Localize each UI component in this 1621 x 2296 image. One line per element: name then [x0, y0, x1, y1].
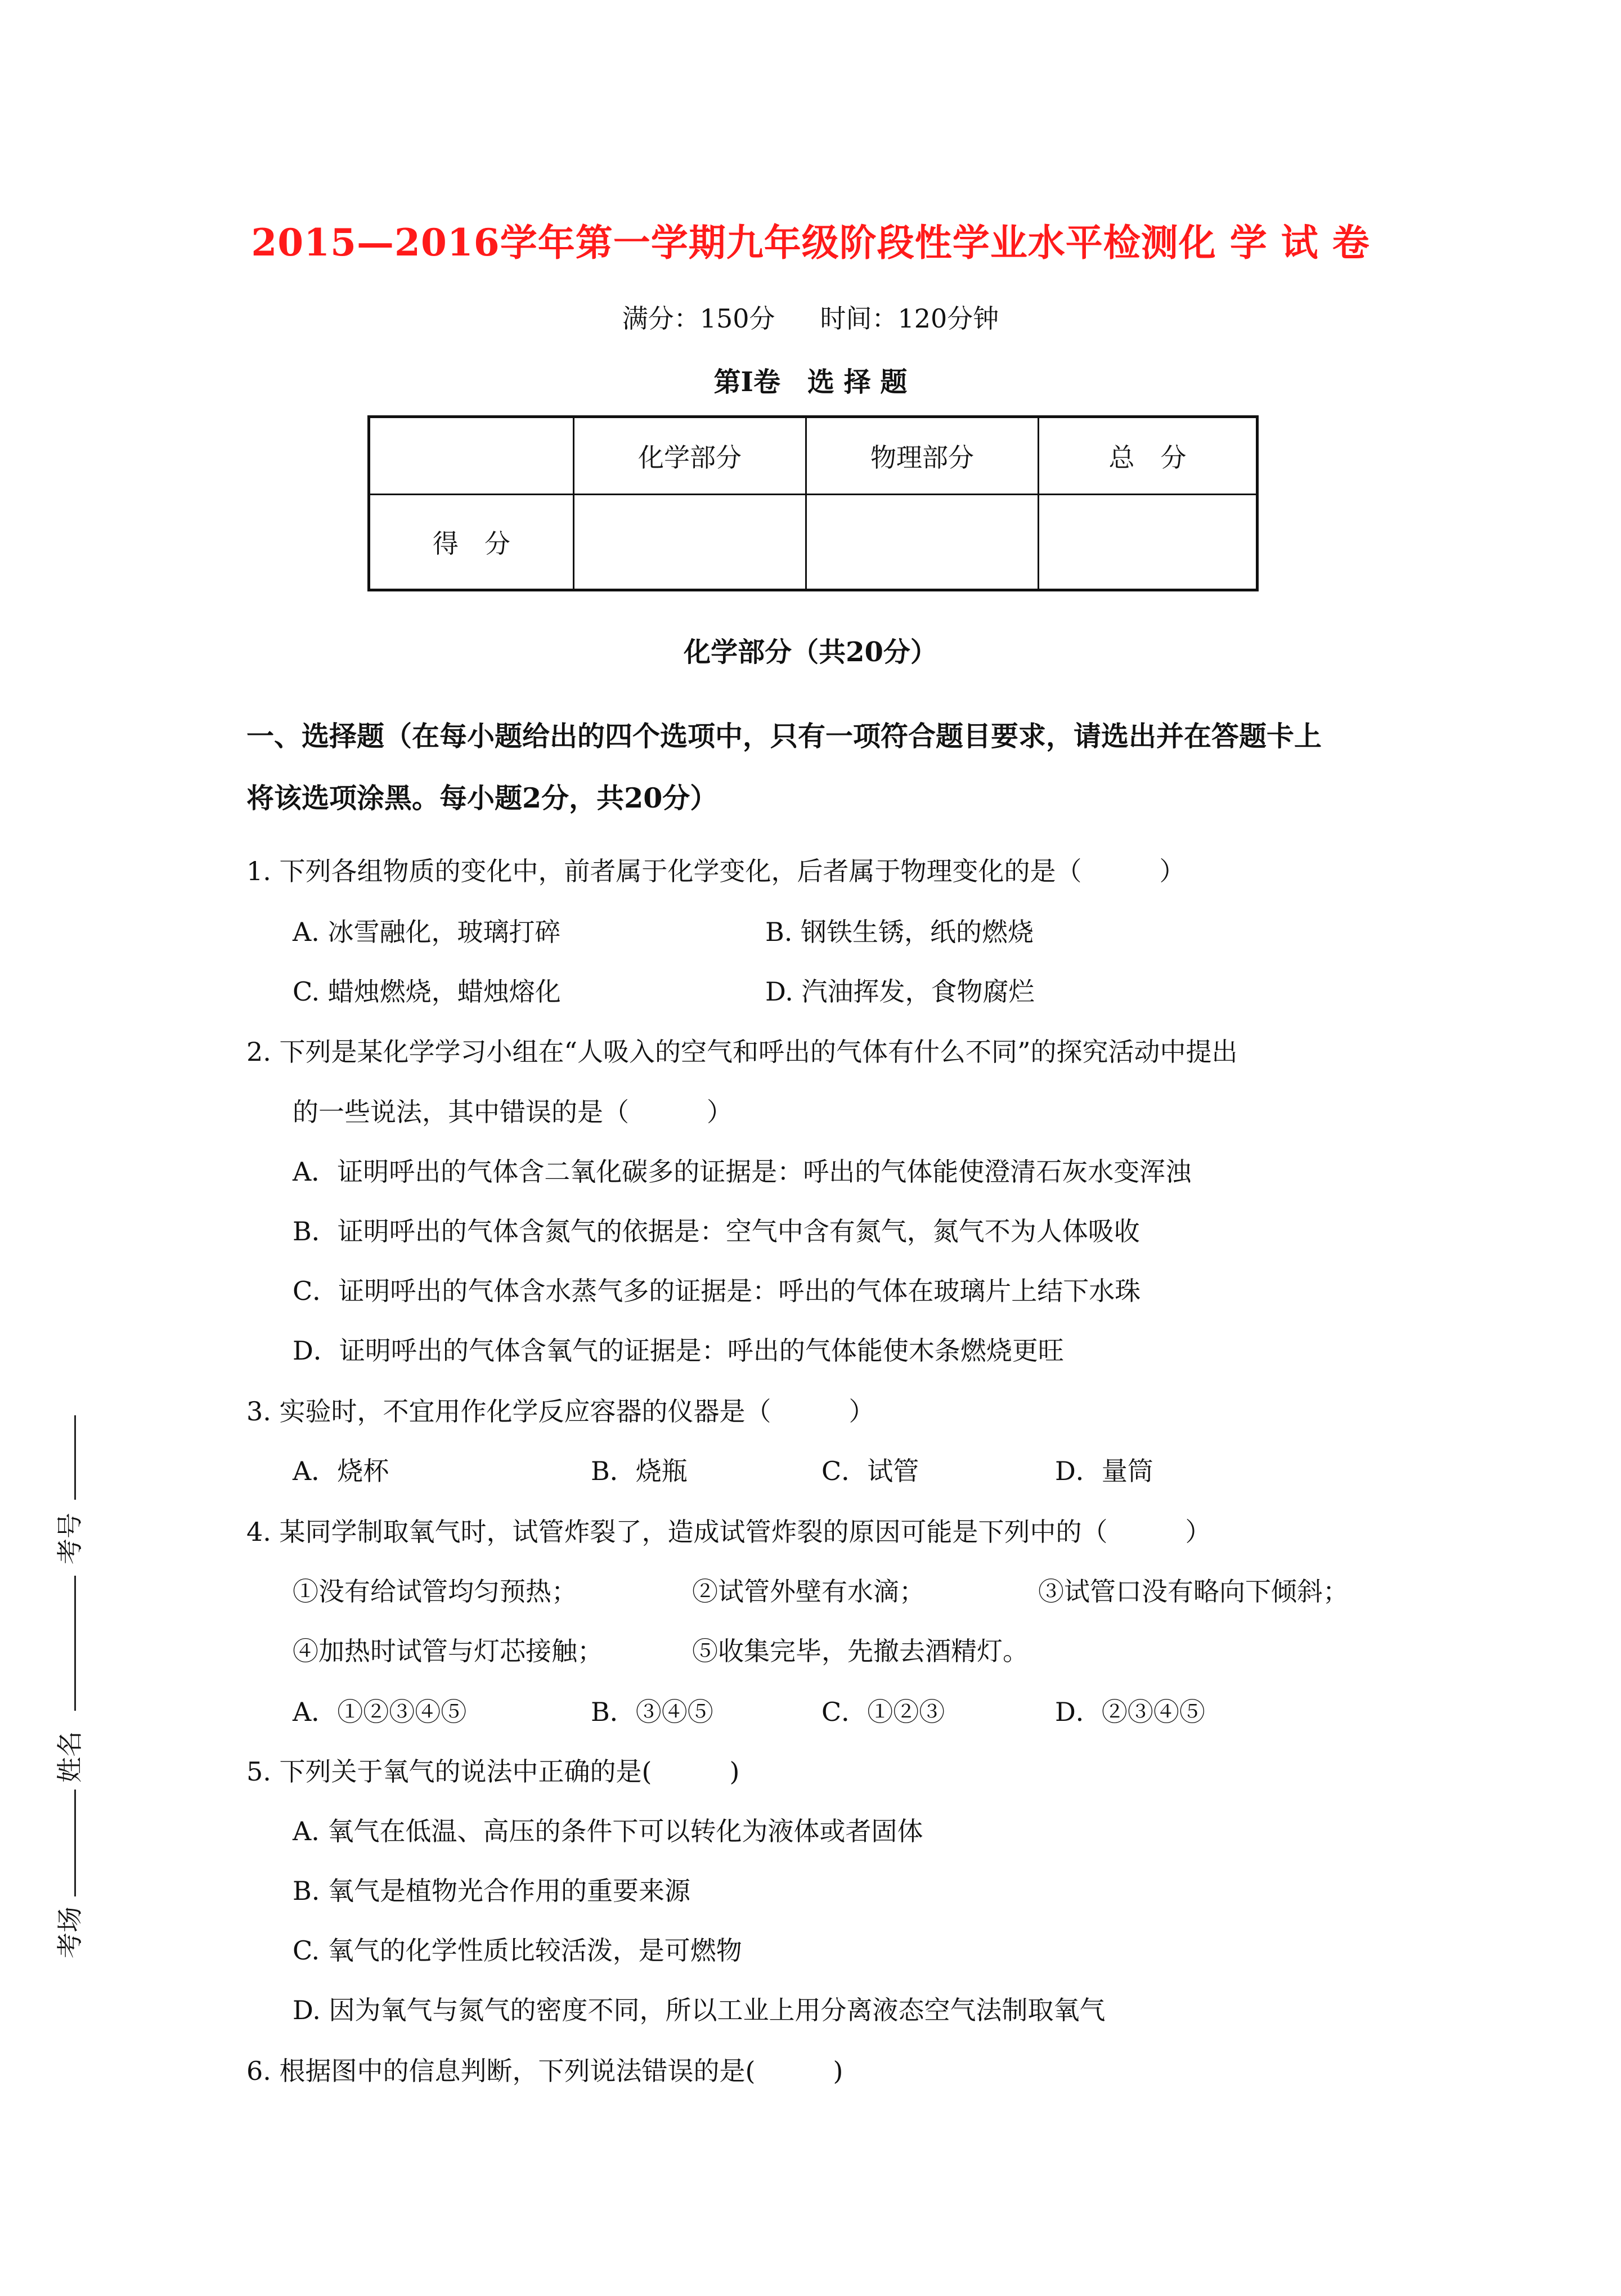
q5-stem: 5. 下列关于氧气的说法中正确的是( ) — [246, 1756, 740, 1787]
q2-option-c: C．证明呼出的气体含水蒸气多的证据是：呼出的气体在玻璃片上结下水珠 — [293, 1276, 1141, 1306]
q4-reason-5: ⑤收集完毕，先撤去酒精灯。 — [692, 1636, 1029, 1666]
volume-title: 第Ⅰ卷 选 择 题 — [713, 366, 908, 398]
q5-option-b: B. 氧气是植物光合作用的重要来源 — [293, 1876, 691, 1906]
q1-option-c: C. 蜡烛燃烧，蜡烛熔化 — [293, 976, 561, 1007]
q4-reason-3: ③试管口没有略向下倾斜； — [1038, 1576, 1349, 1607]
q4-reason-4: ④加热时试管与灯芯接触； — [293, 1636, 603, 1666]
q3-option-b: B．烧瓶 — [591, 1456, 688, 1486]
q2-option-d: D．证明呼出的气体含氧气的证据是：呼出的气体能使木条燃烧更旺 — [293, 1335, 1064, 1366]
q6-stem: 6. 根据图中的信息判断，下列说法错误的是( ) — [246, 2056, 843, 2086]
instruction-line-1: 一、选择题（在每小题给出的四个选项中，只有一项符合题目要求，请选出并在答题卡上 — [246, 720, 1322, 752]
q4-option-a: A．①②③④⑤ — [293, 1697, 467, 1727]
side-label-exam-number: 考号 — [55, 1513, 85, 1564]
q3-option-a: A．烧杯 — [293, 1456, 389, 1486]
exam-title: 2015—2016学年第一学期九年级阶段性学业水平检测化 学 试 卷 — [251, 221, 1370, 264]
exam-info — [0, 298, 1621, 335]
q1-stem: 1. 下列各组物质的变化中，前者属于化学变化，后者属于物理变化的是（ ） — [246, 856, 1186, 886]
score-cell-physics[interactable] — [806, 495, 1039, 590]
q2-option-a: A．证明呼出的气体含二氧化碳多的证据是：呼出的气体能使澄清石灰水变浑浊 — [293, 1156, 1192, 1187]
side-label-exam-room: 考场 — [55, 1907, 85, 1958]
score-table-corner — [369, 417, 574, 495]
q1-option-b: B. 钢铁生锈，纸的燃烧 — [765, 917, 1034, 947]
q5-option-d: D. 因为氧气与氮气的密度不同，所以工业上用分离液态空气法制取氧气 — [293, 1995, 1106, 2025]
score-row-label: 得 分 — [369, 495, 574, 590]
q4-option-c: C．①②③ — [821, 1697, 945, 1727]
q4-reason-2: ②试管外壁有水滴； — [692, 1576, 925, 1607]
q4-option-b: B．③④⑤ — [591, 1697, 713, 1727]
full-marks: 满分：150分 — [622, 303, 775, 334]
q5-option-a: A. 氧气在低温、高压的条件下可以转化为液体或者固体 — [293, 1816, 923, 1846]
q2-stem-line-1: 2. 下列是某化学学习小组在“人吸入的空气和呼出的气体有什么不同”的探究活动中提出 — [246, 1037, 1238, 1067]
exam-time: 时间：120分钟 — [820, 303, 999, 334]
score-table — [367, 415, 1259, 591]
instruction-line-2: 将该选项涂黑。每小题2分，共20分） — [246, 782, 718, 814]
exam-number-blank[interactable] — [74, 1415, 76, 1500]
name-blank[interactable] — [74, 1576, 76, 1711]
chemistry-section-title: 化学部分（共20分） — [684, 636, 937, 668]
side-label-name: 姓名 — [55, 1731, 85, 1783]
score-header-chemistry: 化学部分 — [574, 417, 806, 495]
q2-option-b: B．证明呼出的气体含氮气的依据是：空气中含有氮气，氮气不为人体吸收 — [293, 1216, 1140, 1246]
q3-option-c: C．试管 — [821, 1456, 919, 1486]
q4-option-d: D．②③④⑤ — [1055, 1697, 1205, 1727]
q2-stem-line-2: 的一些说法，其中错误的是（ ） — [293, 1097, 733, 1127]
score-cell-chemistry[interactable] — [574, 495, 806, 590]
score-header-total: 总 分 — [1039, 417, 1258, 495]
score-cell-total[interactable] — [1039, 495, 1258, 590]
q1-option-a: A. 冰雪融化，玻璃打碎 — [293, 917, 561, 947]
q4-stem: 4. 某同学制取氧气时，试管炸裂了，造成试管炸裂的原因可能是下列中的（ ） — [246, 1517, 1211, 1547]
q3-option-d: D．量筒 — [1055, 1456, 1153, 1486]
exam-room-blank[interactable] — [74, 1790, 76, 1896]
q3-stem: 3. 实验时，不宜用作化学反应容器的仪器是（ ） — [246, 1396, 875, 1427]
q1-option-d: D. 汽油挥发，食物腐烂 — [765, 976, 1035, 1007]
q5-option-c: C. 氧气的化学性质比较活泼，是可燃物 — [293, 1935, 742, 1966]
score-header-physics: 物理部分 — [806, 417, 1039, 495]
q4-reason-1: ①没有给试管均匀预热； — [293, 1576, 577, 1607]
